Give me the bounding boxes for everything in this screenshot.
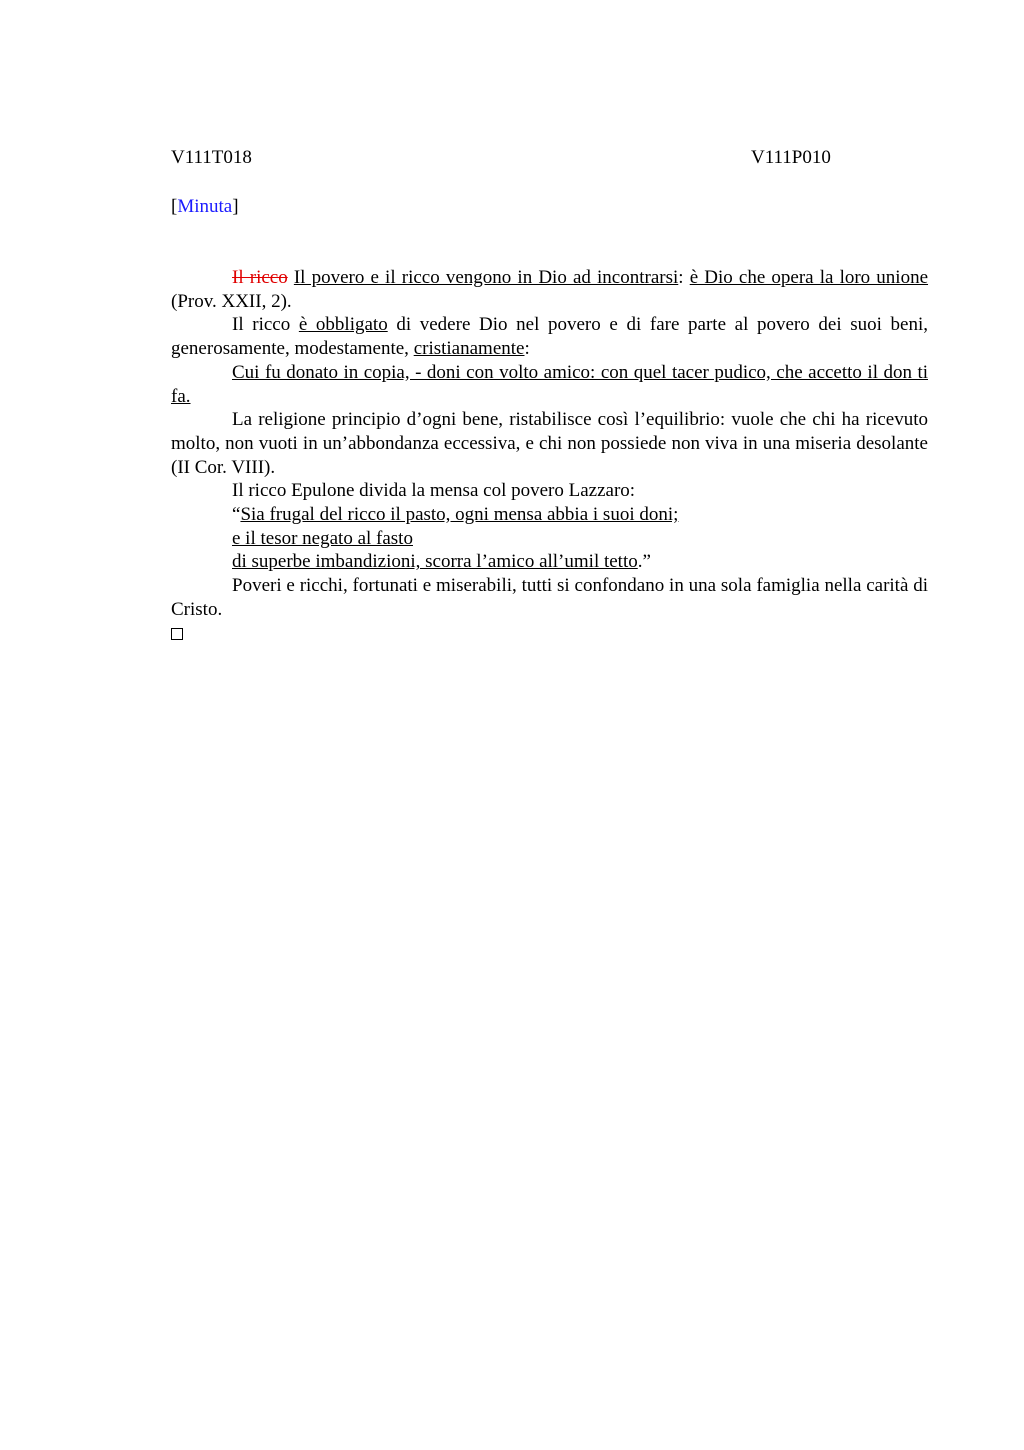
underlined-quote: Cui fu donato in copia, - doni con volto amico: con quel tacer pudico, che accetto il don ti fa. [171,361,928,407]
underlined-text: è Dio che opera la loro unione [689,267,929,288]
verse-line-2 [171,527,928,551]
body-text: di vedere Dio nel povero e di fare parte al povero dei suoi beni, generosamente, modestamente, [171,314,929,360]
document-body [171,266,928,640]
underlined-verse: Sia frugal del ricco il pasto, ogni mensa abbia i suoi doni; [240,504,679,526]
document-label [171,195,239,219]
header-left-code: V111T018 [171,147,252,168]
underlined-text: Il povero e il ricco vengono in Dio ad incontrarsi [293,267,679,288]
body-text: : [524,338,530,360]
document-header [171,146,928,170]
header-right-code: V111P010 [751,147,831,168]
square-outline-icon [171,628,183,640]
body-text: Il ricco Epulone divida la mensa col povero Lazzaro: [232,480,636,502]
body-text: Il ricco [232,314,299,336]
paragraph-1 [171,266,928,313]
label-close-bracket: ] [232,196,239,217]
paragraph-5 [171,479,928,503]
paragraph-3 [171,361,928,408]
paragraph-2 [171,313,928,360]
separator-text: : [678,267,690,288]
paragraph-6 [171,574,928,621]
verse-line-1 [171,503,928,527]
open-quote: “ [232,504,241,526]
underlined-verse: e il tesor negato al fasto [232,527,413,549]
body-text: La religione principio d’ogni bene, ristabilisce così l’equilibrio: vuole che chi ha ricevuto molto, non vuoti in un’abbondanza eccessiva, e chi non possiede non viva in una miseria desolante (II Cor. VIII). [171,409,928,478]
paragraph-4 [171,408,928,479]
underlined-text: è obbligato [298,314,388,336]
underlined-text: cristianamente [413,338,525,360]
label-open-bracket: [ [171,196,178,217]
close-quote: .” [637,551,651,573]
deleted-text: Il ricco [232,267,288,288]
underlined-verse: di superbe imbandizioni, scorra l’amico all’umil tetto [232,551,638,573]
citation-text: (Prov. XXII, 2). [171,290,292,312]
body-text: Poveri e ricchi, fortunati e miserabili, tutti si confondano in una sola famiglia nella carità di Cristo. [171,575,928,620]
minuta-label: Minuta [177,196,233,217]
verse-line-3 [171,550,928,574]
